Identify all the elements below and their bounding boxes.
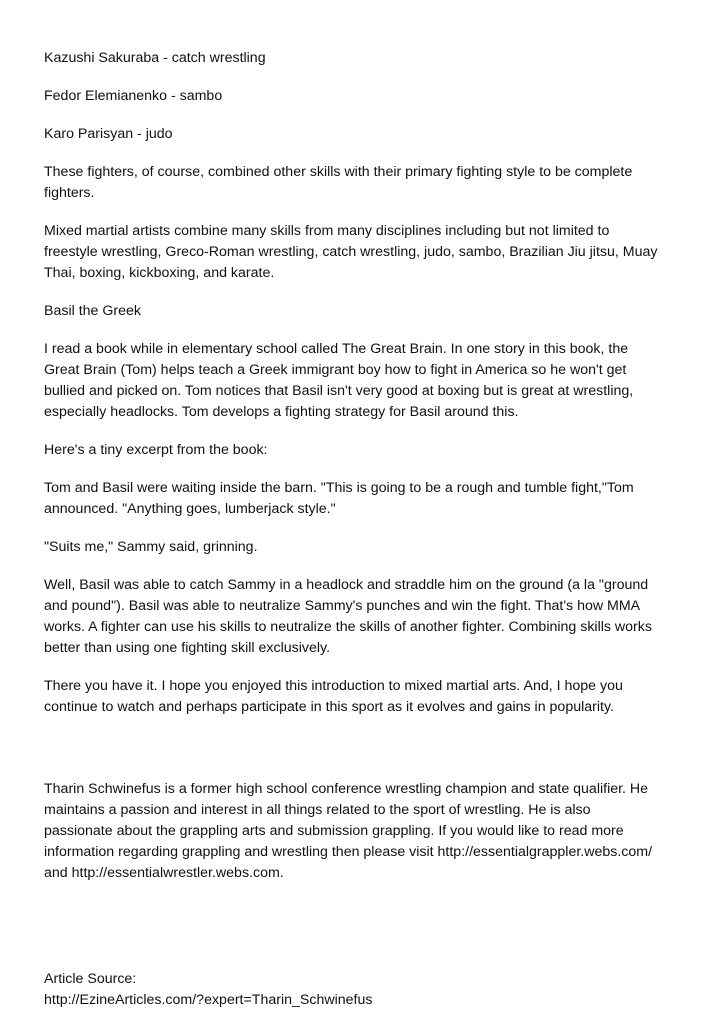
text-line: Kazushi Sakuraba - catch wrestling	[44, 50, 266, 66]
text-line: These fighters, of course, combined other skills with their primary fighting style to be complete	[44, 164, 633, 180]
paragraph	[44, 676, 694, 718]
paragraph	[44, 339, 694, 423]
spacer	[44, 735, 694, 779]
text-line: Here's a tiny excerpt from the book:	[44, 442, 268, 458]
text-line: and http://essentialwrestler.webs.com.	[44, 865, 284, 881]
text-line: Great Brain (Tom) helps teach a Greek immigrant boy how to fight in America so he won't get	[44, 362, 627, 378]
paragraph	[44, 537, 694, 558]
text-line: and pound"). Basil was able to neutralize Sammy's punches and win the fight. That's how MMA	[44, 598, 641, 614]
text-line: Tom and Basil were waiting inside the barn. "This is going to be a rough and tumble fight,"Tom	[44, 480, 634, 496]
paragraph	[44, 124, 694, 145]
text-line: information regarding grappling and wrestling then please visit http://essentialgrappler.webs.com/	[44, 844, 653, 860]
text-line: maintains a passion and interest in all things related to the sport of wrestling. He is also	[44, 802, 591, 818]
paragraph	[44, 575, 694, 659]
text-line: bullied and picked on. Tom notices that Basil isn't very good at boxing but is great at wrestling,	[44, 383, 634, 399]
text-line: Thai, boxing, kickboxing, and karate.	[44, 265, 275, 281]
text-line: fighters.	[44, 185, 95, 201]
paragraph	[44, 48, 694, 69]
source-label: Article Source:	[44, 971, 137, 987]
paragraph	[44, 162, 694, 204]
text-line: Basil the Greek	[44, 303, 141, 319]
text-line: especially headlocks. Tom develops a fighting strategy for Basil around this.	[44, 404, 519, 420]
text-line: Karo Parisyan - judo	[44, 126, 173, 142]
article-body	[44, 48, 694, 718]
text-line: Fedor Elemianenko - sambo	[44, 88, 223, 104]
text-line: Mixed martial artists combine many skills from many disciplines including but not limited to	[44, 223, 610, 239]
paragraph	[44, 86, 694, 107]
paragraph	[44, 221, 694, 284]
text-line: passionate about the grappling arts and submission grappling. If you would like to read more	[44, 823, 624, 839]
text-line: continue to watch and perhaps participate in this sport as it evolves and gains in popularity.	[44, 699, 614, 715]
text-line: Tharin Schwinefus is a former high school conference wrestling champion and state qualifier. He	[44, 781, 649, 797]
source-url: http://EzineArticles.com/?expert=Tharin_Schwinefus	[44, 992, 373, 1008]
text-line: Well, Basil was able to catch Sammy in a headlock and straddle him on the ground (a la "ground	[44, 577, 649, 593]
text-line: freestyle wrestling, Greco-Roman wrestling, catch wrestling, judo, sambo, Brazilian Jiu jitsu, Muay	[44, 244, 658, 260]
text-line: "Suits me," Sammy said, grinning.	[44, 539, 258, 555]
text-line: announced. "Anything goes, lumberjack style."	[44, 501, 336, 517]
paragraph	[44, 301, 694, 322]
spacer	[44, 901, 694, 969]
article-source	[44, 969, 694, 1011]
paragraph	[44, 440, 694, 461]
text-line: I read a book while in elementary school called The Great Brain. In one story in this book, the	[44, 341, 629, 357]
document-page	[44, 48, 694, 1011]
author-bio	[44, 779, 694, 884]
text-line: better than using one fighting skill exclusively.	[44, 640, 331, 656]
text-line: There you have it. I hope you enjoyed this introduction to mixed martial arts. And, I hope you	[44, 678, 623, 694]
paragraph	[44, 478, 694, 520]
text-line: works. A fighter can use his skills to neutralize the skills of another fighter. Combining skills works	[44, 619, 652, 635]
